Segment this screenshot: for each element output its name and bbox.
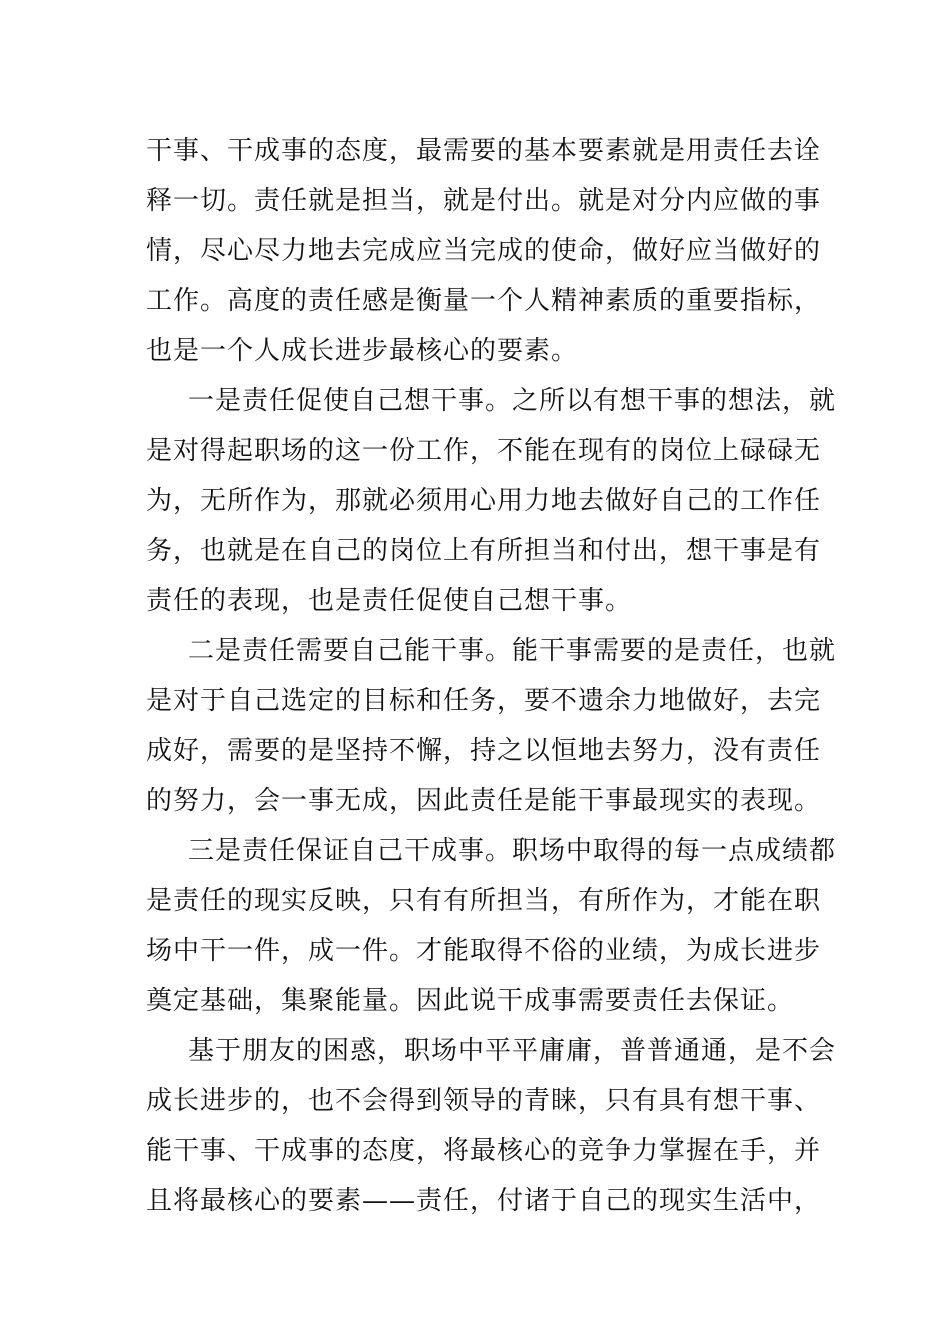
- paragraph-start-line: 三是责任保证自己干成事。职场中取得的每一点成绩都: [188, 836, 837, 866]
- text-line: 也是一个人成长进步最核心的要素。: [146, 336, 579, 366]
- text-line: 是责任的现实反映，只有有所担当，有所作为，才能在职: [146, 886, 822, 916]
- text-line: 干事、干成事的态度，最需要的基本要素就是用责任去诠: [146, 136, 822, 166]
- text-line: 且将最核心的要素——责任，付诸于自己的现实生活中，: [146, 1186, 822, 1216]
- text-line: 是对得起职场的这一份工作，不能在现有的岗位上碌碌无: [146, 436, 822, 466]
- body-text: [146, 126, 837, 1226]
- paragraph-start-line: 一是责任促使自己想干事。之所以有想干事的想法，就: [188, 386, 837, 416]
- text-line: 责任的表现，也是责任促使自己想干事。: [146, 586, 633, 616]
- text-line: 情，尽心尽力地去完成应当完成的使命，做好应当做好的: [146, 236, 822, 266]
- text-line: 能干事、干成事的态度，将最核心的竞争力掌握在手，并: [146, 1136, 822, 1166]
- text-line: 释一切。责任就是担当，就是付出。就是对分内应做的事: [146, 186, 822, 216]
- text-line: 成好，需要的是坚持不懈，持之以恒地去努力，没有责任: [146, 736, 822, 766]
- paragraph-start-line: 基于朋友的困惑，职场中平平庸庸，普普通通，是不会: [188, 1036, 837, 1066]
- text-line: 奠定基础，集聚能量。因此说干成事需要责任去保证。: [146, 986, 795, 1016]
- text-line: 为，无所作为，那就必须用心用力地去做好自己的工作任: [146, 486, 822, 516]
- text-line: 务，也就是在自己的岗位上有所担当和付出，想干事是有: [146, 536, 822, 566]
- paragraph-start-line: 二是责任需要自己能干事。能干事需要的是责任，也就: [188, 636, 837, 666]
- text-line: 成长进步的，也不会得到领导的青睐，只有具有想干事、: [146, 1086, 822, 1116]
- text-line: 工作。高度的责任感是衡量一个人精神素质的重要指标，: [146, 286, 822, 316]
- text-line: 的努力，会一事无成，因此责任是能干事最现实的表现。: [146, 786, 822, 816]
- text-line: 是对于自己选定的目标和任务，要不遗余力地做好，去完: [146, 686, 822, 716]
- text-line: 场中干一件，成一件。才能取得不俗的业绩，为成长进步: [146, 936, 822, 966]
